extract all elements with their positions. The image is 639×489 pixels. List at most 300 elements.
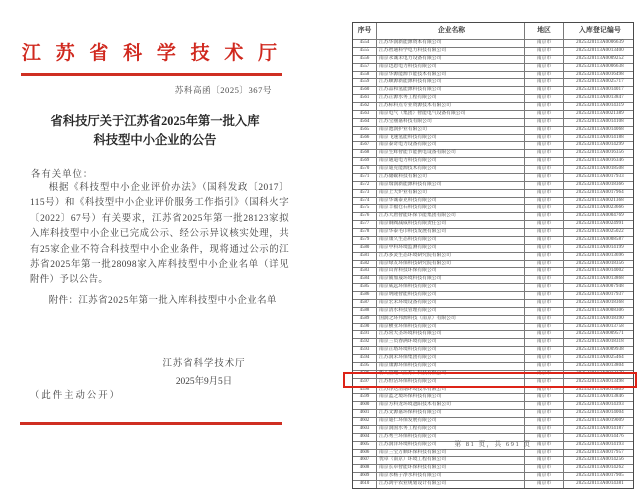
table-row [353, 275, 633, 283]
table-cell: 4604 [359, 433, 370, 439]
table-row [353, 417, 633, 425]
table-cell: 4560 [359, 87, 370, 93]
table-cell: 4598 [359, 386, 370, 392]
table-cell: 南京市 [524, 355, 563, 362]
table-cell: 南京市 [524, 213, 563, 220]
table-cell: 江苏常大圣环境科技有限公司 [376, 331, 524, 338]
table-cell: 4566 [359, 134, 370, 140]
table-cell: 南京市 [524, 56, 563, 63]
table-cell: 江苏鸿宇农业规划设计有限公司 [376, 481, 524, 488]
table-cell: 4590 [359, 323, 370, 329]
table-cell: 南京清水科技管理有限公司 [376, 308, 524, 315]
table-cell: 南京市 [524, 402, 563, 409]
page-number-footer: 第 81 页，共 691 页 [454, 441, 532, 448]
table-row [353, 299, 633, 307]
table-cell: 4600 [359, 402, 370, 408]
table-cell: 南京市 [524, 434, 563, 441]
table-cell: 南京绿友环保科技研究院有限公司 [376, 261, 524, 268]
table-cell: 2025320113A0014188 [563, 135, 636, 142]
table-row [353, 55, 633, 63]
table-cell: 南京市 [524, 339, 563, 346]
notice-title-line1: 省科技厅关于江苏省2025年第一批入库 [50, 114, 260, 128]
table-cell: 南京康久生态科技有限公司 [376, 237, 524, 244]
table-cell: 4573 [359, 189, 370, 195]
table-row [353, 346, 633, 354]
table-cell: 2025320113A0014187 [563, 426, 636, 433]
table-row [353, 236, 633, 244]
table-row [353, 220, 633, 228]
table-cell: 4584 [359, 276, 370, 282]
table-cell: 2025320113A0023666 [563, 205, 636, 212]
table-cell: 江苏正源水务工程有限公司 [376, 95, 524, 102]
signer-agency: 江苏省科学技术厅 [162, 359, 246, 369]
table-cell: 南京市 [524, 198, 563, 205]
table-cell: 2025320113A0014017 [563, 87, 636, 94]
table-cell: 南京三员春满环境有限公司 [376, 339, 524, 346]
table-cell: 南京市 [524, 79, 563, 86]
table-cell: 南京飞速氢能科技有限公司 [376, 135, 524, 142]
table-cell: 2025320113A0017957 [563, 450, 636, 457]
table-row [353, 102, 633, 110]
table-cell: 南京三宝万顺环保科技有限公司 [376, 450, 524, 457]
table-cell: 2025320113A0024991 [563, 221, 636, 228]
table-row [353, 165, 633, 173]
table-cell: 2025320113A0025022 [563, 229, 636, 236]
table-cell: 南京市 [524, 237, 563, 244]
table-cell: 4595 [359, 362, 370, 368]
red-rule-top [21, 73, 282, 76]
table-cell: 江苏文源嘉环保科技有限公司 [376, 410, 524, 417]
table-cell: 南京华泰毛巾科技发展有限公司 [376, 229, 524, 236]
table-header-row [353, 23, 633, 39]
table-cell: 4554 [359, 40, 370, 45]
table-cell: 2025320113A0013498 [563, 379, 636, 386]
table-cell: 4559 [359, 79, 370, 85]
table-cell: 南京市 [524, 95, 563, 102]
table-header-cell: 地区 [524, 23, 563, 39]
table-header-cell: 入库登记编号 [563, 23, 636, 39]
table-cell: 2025320113A0025464 [563, 355, 636, 362]
table-cell: 江苏智通科学电力科技有限公司 [376, 48, 524, 55]
table-row [353, 480, 633, 488]
table-cell: 2025320113A0006638 [563, 64, 636, 71]
table-cell: 4591 [359, 331, 370, 337]
table-row [353, 354, 633, 362]
table-row [353, 291, 633, 299]
table-cell: 江苏秀兰环保科技有限公司 [376, 434, 524, 441]
table-cell: 南京市 [524, 40, 563, 47]
table-cell: 4562 [359, 103, 370, 108]
table-cell: 南京市 [524, 379, 563, 386]
table-row [353, 338, 633, 346]
table-cell: 南京市 [524, 308, 563, 315]
table-row [353, 323, 633, 331]
table-cell: 4579 [359, 236, 370, 242]
table-cell: 南京市 [524, 284, 563, 291]
table-cell: 南京市 [524, 119, 563, 126]
table-cell: 南京市 [524, 174, 563, 181]
table-cell: 南京市 [524, 103, 563, 110]
table-cell: 4569 [359, 158, 370, 164]
table-cell: 2025320113A0014319 [563, 103, 636, 110]
table-cell: 2025320113A0006639 [563, 40, 636, 47]
table-cell: 南京市 [524, 316, 563, 323]
table-row [353, 110, 633, 118]
table-row [353, 315, 633, 323]
table-row [353, 39, 633, 47]
table-row [353, 228, 633, 236]
table-cell: 4592 [359, 339, 370, 345]
table-row [353, 409, 633, 417]
table-cell: 2025320113A0017933 [563, 174, 636, 181]
table-cell: 2025320113A0014256 [563, 457, 636, 464]
document-number: 苏科高函〔2025〕367号 [174, 85, 272, 95]
table-cell: 南京市 [524, 457, 563, 464]
table-cell: 南京市 [524, 221, 563, 228]
table-row [353, 464, 633, 472]
table-cell: 4570 [359, 166, 370, 171]
table-cell: 4565 [359, 126, 370, 132]
table-cell: 江苏大唐智能环保节能集团有限公司 [376, 213, 524, 220]
table-cell: 新人管理（江苏）科技有限公司 [376, 371, 524, 378]
table-cell: 南京市 [524, 158, 563, 165]
table-cell: 4556 [359, 55, 370, 61]
table-row [353, 425, 633, 433]
table-cell: 南京市 [524, 48, 563, 55]
table-cell: 2025320113A0016356 [563, 150, 636, 157]
table-cell: 南京长卓智能环保科技有限公司 [376, 465, 524, 472]
table-header-cell: 序号 [357, 27, 372, 34]
table-cell: 江苏宝丽嘉科技有限公司 [376, 119, 524, 126]
table-cell: 南京市 [524, 292, 563, 299]
table-row [353, 141, 633, 149]
table-cell: 2025320113A0013400 [563, 48, 636, 55]
table-row [353, 449, 633, 457]
table-cell: 南京上大炉业有限公司 [376, 190, 524, 197]
table-cell: 4601 [359, 410, 370, 416]
table-cell: 4557 [359, 63, 370, 69]
table-cell: 2025320113A0016346 [563, 158, 636, 165]
table-cell: 南京润国水务工程有限公司 [376, 426, 524, 433]
table-cell: 南京丰福仓石科技有限公司 [376, 205, 524, 212]
table-row [353, 212, 633, 220]
table-cell: 南京市 [524, 347, 563, 354]
table-cell: 南京市 [524, 394, 563, 401]
table-row [353, 134, 633, 142]
table-cell: 南京电气（集团）智能电气设备有限公司 [376, 111, 524, 118]
table-row [353, 71, 633, 79]
table-cell: 南京市 [524, 150, 563, 157]
table-cell: 4580 [359, 244, 370, 250]
table-cell: 2025320113A0014004 [563, 410, 636, 417]
table-cell: 4575 [359, 205, 370, 211]
table-cell: 南京市 [524, 127, 563, 134]
table-cell: 2025320113A0021368 [563, 198, 636, 205]
table-cell: 2025320113A0018366 [563, 182, 636, 189]
table-cell: 南京市 [524, 418, 563, 425]
table-cell: 2025320113A0014476 [563, 434, 636, 441]
table-cell: 南京市 [524, 87, 563, 94]
table-row [353, 78, 633, 86]
table-cell: 南京市 [524, 387, 563, 394]
table-row [353, 47, 633, 55]
table-cell: 4602 [359, 418, 370, 423]
table-row [353, 393, 633, 401]
table-cell: 南京市 [524, 268, 563, 275]
table-cell: 2025320113A0013696 [563, 253, 636, 260]
table-cell: 南京生辉智能节能供电设备有限公司 [376, 150, 524, 157]
table-cell: 4563 [359, 110, 370, 116]
table-cell: 2025320113A0014262 [563, 465, 636, 472]
table-cell: 4561 [359, 95, 370, 101]
table-cell: 2025320113A0014199 [563, 245, 636, 252]
table-row [353, 204, 633, 212]
table-cell: 2025320113A0004769 [563, 213, 636, 220]
table-cell: 南京池润护业有限公司 [376, 127, 524, 134]
table-row [353, 267, 633, 275]
table-cell: 2025320113A0013804 [563, 363, 636, 370]
table-row [353, 63, 633, 71]
table-cell: 4606 [359, 449, 370, 455]
table-cell: 4571 [359, 173, 370, 179]
table-cell: 江苏润洋环境科技有限公司 [376, 442, 524, 449]
table-cell: 南京市 [524, 261, 563, 268]
table-cell: 南京市 [524, 276, 563, 283]
table-cell: 2025320113A0025717 [563, 79, 636, 86]
table-cell: 南京市 [524, 481, 563, 488]
table-cell: 2025320113A0013758 [563, 324, 636, 331]
table-cell: 南京宏禾环境设备有限公司 [376, 300, 524, 307]
table-cell: 江苏华润新能源资本有限公司 [376, 40, 524, 47]
table-cell: 南京康源环保科技有限公司 [376, 363, 524, 370]
table-cell: 4589 [359, 315, 370, 321]
table-cell: 南京市 [524, 324, 563, 331]
table-row [353, 260, 633, 268]
table-cell: 2025320113A0008306 [563, 308, 636, 315]
table-cell: 南京明隆智能科技有限公司 [376, 292, 524, 299]
table-cell: 江苏储碳科技有限公司 [376, 174, 524, 181]
table-cell: 4586 [359, 292, 370, 297]
table-row [353, 173, 633, 181]
table-row [353, 197, 633, 205]
table-row [353, 149, 633, 157]
table-cell: 4597 [359, 378, 370, 384]
table-row [353, 456, 633, 464]
table-row [353, 401, 633, 409]
table-cell: 4610 [359, 481, 370, 486]
table-cell: 4558 [359, 71, 370, 77]
table-cell: 4583 [359, 268, 370, 274]
table-cell: 南京通道电力科技有限公司 [376, 158, 524, 165]
table-cell: 2025320113A0018508 [563, 166, 636, 173]
table-row [353, 252, 633, 260]
table-cell: 南京横亚环保科技有限公司 [376, 324, 524, 331]
notice-title [35, 112, 275, 149]
table-cell: 南京市 [524, 331, 563, 338]
table-cell: 南京市 [524, 64, 563, 71]
table-cell: 南京华源能源节能技术有限公司 [376, 72, 524, 79]
table-cell: 2025320113A0012379 [563, 371, 636, 378]
table-cell: 南京泰奇电力设备有限公司 [376, 142, 524, 149]
red-rule-bottom [20, 422, 282, 425]
table-cell: 4574 [359, 197, 370, 203]
table-cell: 2025320113A0018318 [563, 339, 636, 346]
table-row [353, 370, 633, 378]
table-cell: 4603 [359, 425, 370, 431]
table-cell: 南京市 [524, 205, 563, 212]
table-cell: 南京市 [524, 166, 563, 173]
table-cell: 南京铺加晟环境科技有限公司 [376, 276, 524, 283]
company-table [352, 22, 634, 489]
table-cell: 2025320113A0016498 [563, 72, 636, 79]
notice-title-line2: 科技型中小企业的公告 [93, 132, 217, 147]
table-row [353, 307, 633, 315]
appendix-table-page [352, 22, 634, 489]
table-cell: 4567 [359, 142, 370, 148]
table-row [353, 283, 633, 291]
table-row [353, 126, 633, 134]
table-cell: 4578 [359, 229, 370, 234]
table-cell: 南京市 [524, 465, 563, 472]
table-cell: 南京方科龙环境遮阳技术有限公司 [376, 402, 524, 409]
table-cell: 2025320113A0014193 [563, 442, 636, 449]
table-cell: 南京华诚泰克科技有限公司 [376, 198, 524, 205]
table-cell: 2025320113A0017905 [563, 473, 636, 480]
table-row [353, 330, 633, 338]
table-cell: 南京市 [524, 300, 563, 307]
table-cell: 2025320113A0013846 [563, 394, 636, 401]
table-cell: 南京迅恩电力科技有限公司 [376, 64, 524, 71]
table-cell: 南京市 [524, 229, 563, 236]
table-cell: 江苏顺源新能源科技有限公司 [376, 79, 524, 86]
table-cell: 2025320113A0014299 [563, 142, 636, 149]
table-cell: 南京市 [524, 473, 563, 480]
table-cell: 南京市 [524, 182, 563, 189]
table-cell: 2025320113A0008587 [563, 237, 636, 244]
table-cell: 2025320113A0014393 [563, 402, 636, 409]
table-cell: 南京市 [524, 442, 563, 449]
table-cell: 南京威远环保科技有限公司 [376, 284, 524, 291]
sign-date: 2025年9月5日 [175, 377, 233, 387]
table-row [353, 157, 633, 165]
table-cell: 4599 [359, 394, 370, 400]
table-cell: 南京市 [524, 371, 563, 378]
table-cell: 优卓（南京）环境工程有限公司 [376, 457, 524, 464]
table-cell: 南京市 [524, 142, 563, 149]
table-cell: 南京市 [524, 363, 563, 370]
table-cell: 江苏净达清烟环境技术有限公司 [376, 387, 524, 394]
table-cell: 2025320113A0018356 [563, 261, 636, 268]
table-cell: 4585 [359, 284, 370, 290]
table-cell: 2025320113A0021389 [563, 111, 636, 118]
table-cell: 2025320113A0018390 [563, 316, 636, 323]
table-cell: 南京正塔环境科技有限公司 [376, 347, 524, 354]
table-cell: 4576 [359, 213, 370, 219]
table-cell: 南京山青科技环保有限公司 [376, 268, 524, 275]
table-cell: 4594 [359, 355, 370, 360]
table-cell: 4588 [359, 307, 370, 313]
table-cell: 2025320113A0013809 [563, 387, 636, 394]
table-cell: 2025320113A0007948 [563, 284, 636, 291]
table-cell: 南京市 [524, 450, 563, 457]
table-cell: 江苏多灵生态环境研究院有限公司 [376, 253, 524, 260]
table-cell: 2025320113A0009938 [563, 347, 636, 354]
table-row [353, 118, 633, 126]
table-header-cell: 企业名称 [376, 23, 524, 39]
table-cell: 国润之环邦源科技（南京）有限公司 [376, 316, 524, 323]
table-cell: 2025320113A0014002 [563, 268, 636, 275]
table-cell: 南京市 [524, 253, 563, 260]
table-cell: 2025320113A0014381 [563, 481, 636, 488]
table-row [353, 378, 633, 386]
table-cell: 2025320113A0014068 [563, 127, 636, 134]
disclosure-note: （此件主动公开） [30, 391, 122, 401]
table-cell: 2025320113A0017937 [563, 292, 636, 299]
table-cell: 4581 [359, 252, 370, 258]
table-cell: 4609 [359, 473, 370, 479]
table-cell: 2025320113A0014108 [563, 119, 636, 126]
table-row [353, 362, 633, 370]
table-cell: 南京永诚禾电力设备有限公司 [376, 56, 524, 63]
table-row [353, 94, 633, 102]
table-cell: 南京市 [524, 190, 563, 197]
table-cell: 南京市 [524, 111, 563, 118]
table-row [353, 386, 633, 394]
table-cell: 江苏恒洁环保科技有限公司 [376, 379, 524, 386]
table-row [353, 86, 633, 94]
table-cell: 2025320113A0009571 [563, 331, 636, 338]
table-cell: 南京市 [524, 135, 563, 142]
table-cell: 南京迪仁环保发展有限公司 [376, 418, 524, 425]
table-cell: 南京铜阀减威科技有限责任公司 [376, 221, 524, 228]
table-cell: 南京蓝之境环保科技有限公司 [376, 394, 524, 401]
table-row [353, 472, 633, 480]
table-cell: 江苏标科点专业资源技术有限公司 [376, 103, 524, 110]
table-cell: 2025320113A0019009 [563, 418, 636, 425]
table-cell: 4587 [359, 299, 370, 305]
table-cell: 南京瑞润新能源科技有限公司 [376, 182, 524, 189]
table-cell: 4608 [359, 465, 370, 471]
table-cell: 江苏润禾环保集团有限公司 [376, 355, 524, 362]
table-cell: 4593 [359, 347, 370, 353]
table-body [353, 39, 633, 488]
table-cell: 南京水杨子净水科技有限公司 [376, 473, 524, 480]
table-cell: 南京迪克能源技术有限公司 [376, 166, 524, 173]
table-cell: 南京中科环境监测有限公司 [376, 245, 524, 252]
table-cell: 2025320113A0013847 [563, 95, 636, 102]
table-cell: 4568 [359, 150, 370, 156]
table-cell: 南京市 [524, 72, 563, 79]
table-cell: 4564 [359, 118, 370, 124]
agency-header: 江 苏 省 科 学 技 术 厅 [21, 43, 283, 64]
table-cell: 4607 [359, 457, 370, 463]
table-cell: 2025320113A0013868 [563, 276, 636, 283]
table-cell: 南京市 [524, 426, 563, 433]
table-row [353, 244, 633, 252]
table-cell: 4582 [359, 260, 370, 266]
table-row [353, 181, 633, 189]
table-cell: 4555 [359, 47, 370, 53]
table-cell: 4577 [359, 221, 370, 227]
table-cell: 2025320113A0009252 [563, 56, 636, 63]
table-cell: 2025320113A0018368 [563, 300, 636, 307]
table-cell: 南京市 [524, 410, 563, 417]
table-cell: 南京市 [524, 245, 563, 252]
table-cell: 2025320113A0017964 [563, 190, 636, 197]
notice-body: 根据《科技型中小企业评价办法》（国科发政〔2017〕115号）和《科技型中小企业评价服务工作指引》（国科火字〔2022〕67号）有关要求，江苏省2025年第一批28123家拟入库科技型中小企业已完成公示、经公示异议核实处理，共有25家企业不符合科技型中小企业条件，现将通过公示的江苏省2025年第一批28098家入库科技型中小企业名单（详见附件）予以公告。 [30, 183, 289, 286]
table-cell: 江苏品和氢能源科技有限公司 [376, 87, 524, 94]
table-row [353, 189, 633, 197]
